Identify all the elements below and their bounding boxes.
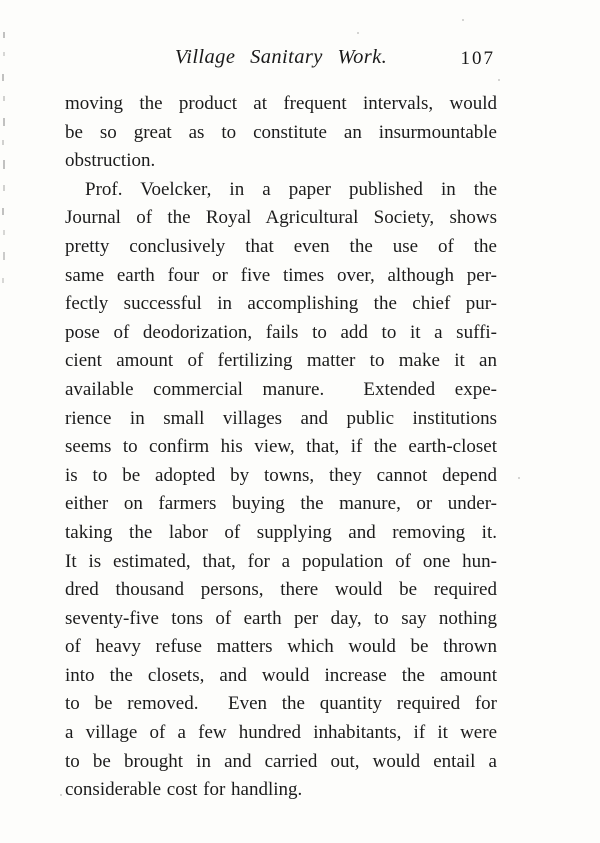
scan-artifact xyxy=(3,52,5,56)
text-line: is to be adopted by towns, they cannot depend xyxy=(65,464,497,486)
text-line: seems to confirm his view, that, if the earth-closet xyxy=(65,436,497,458)
text-line: It is estimated, that, for a population of one hun- xyxy=(65,550,497,572)
page-number: 107 xyxy=(460,48,495,69)
scan-artifact xyxy=(462,19,464,21)
text-line: available commercial manure. Extended expe- xyxy=(65,378,497,400)
text-line: fectly successful in accomplishing the chief pur- xyxy=(65,293,497,315)
scan-artifact xyxy=(518,477,520,479)
scan-artifact xyxy=(2,74,4,81)
text-line: into the closets, and would increase the amount xyxy=(65,664,497,686)
text-line: considerable cost for handling. xyxy=(65,779,303,801)
running-header-title: Village Sanitary Work. xyxy=(174,46,388,68)
text-line: either on farmers buying the manure, or under- xyxy=(65,493,497,515)
scan-artifact xyxy=(357,32,359,34)
text-line: pretty conclusively that even the use of the xyxy=(65,235,497,257)
text-line: same earth four or five times over, although per- xyxy=(65,264,497,286)
text-line: dred thousand persons, there would be required xyxy=(65,579,497,601)
text-line: obstruction. xyxy=(65,150,156,172)
text-line: taking the labor of supplying and removing it. xyxy=(65,521,497,543)
scan-artifact xyxy=(3,96,5,101)
scan-artifact xyxy=(3,160,5,169)
scan-artifact xyxy=(3,32,5,38)
text-line: be so great as to constitute an insurmountable xyxy=(65,121,497,143)
scan-artifact xyxy=(2,278,4,283)
paragraph-2 xyxy=(65,176,497,805)
text-line: moving the product at frequent intervals, would xyxy=(65,93,497,114)
page-body xyxy=(65,90,497,805)
text-line: of heavy refuse matters which would be thrown xyxy=(65,636,497,658)
scan-artifact xyxy=(60,794,62,796)
text-line: seventy-five tons of earth per day, to say nothing xyxy=(65,607,497,629)
scan-artifact xyxy=(2,208,4,215)
text-line: cient amount of fertilizing matter to make it an xyxy=(65,350,497,372)
text-line: pose of deodorization, fails to add to it a suffi- xyxy=(65,321,497,343)
text-line: rience in small villages and public institutions xyxy=(65,407,497,429)
text-line: to be removed. Even the quantity required for xyxy=(65,693,497,715)
text-line: Journal of the Royal Agricultural Society, shows xyxy=(65,207,497,229)
scan-artifact xyxy=(3,230,5,235)
scan-artifact xyxy=(2,140,4,145)
scan-artifact xyxy=(498,79,500,81)
running-header xyxy=(65,46,497,74)
text-line: a village of a few hundred inhabitants, if it were xyxy=(65,722,497,744)
paragraph-1 xyxy=(65,90,497,176)
scan-artifact xyxy=(3,252,5,260)
scan-artifact xyxy=(3,185,5,191)
scan-artifact xyxy=(3,118,5,126)
text-line: to be brought in and carried out, would entail a xyxy=(65,750,497,772)
text-line: Prof. Voelcker, in a paper published in the xyxy=(85,178,497,200)
